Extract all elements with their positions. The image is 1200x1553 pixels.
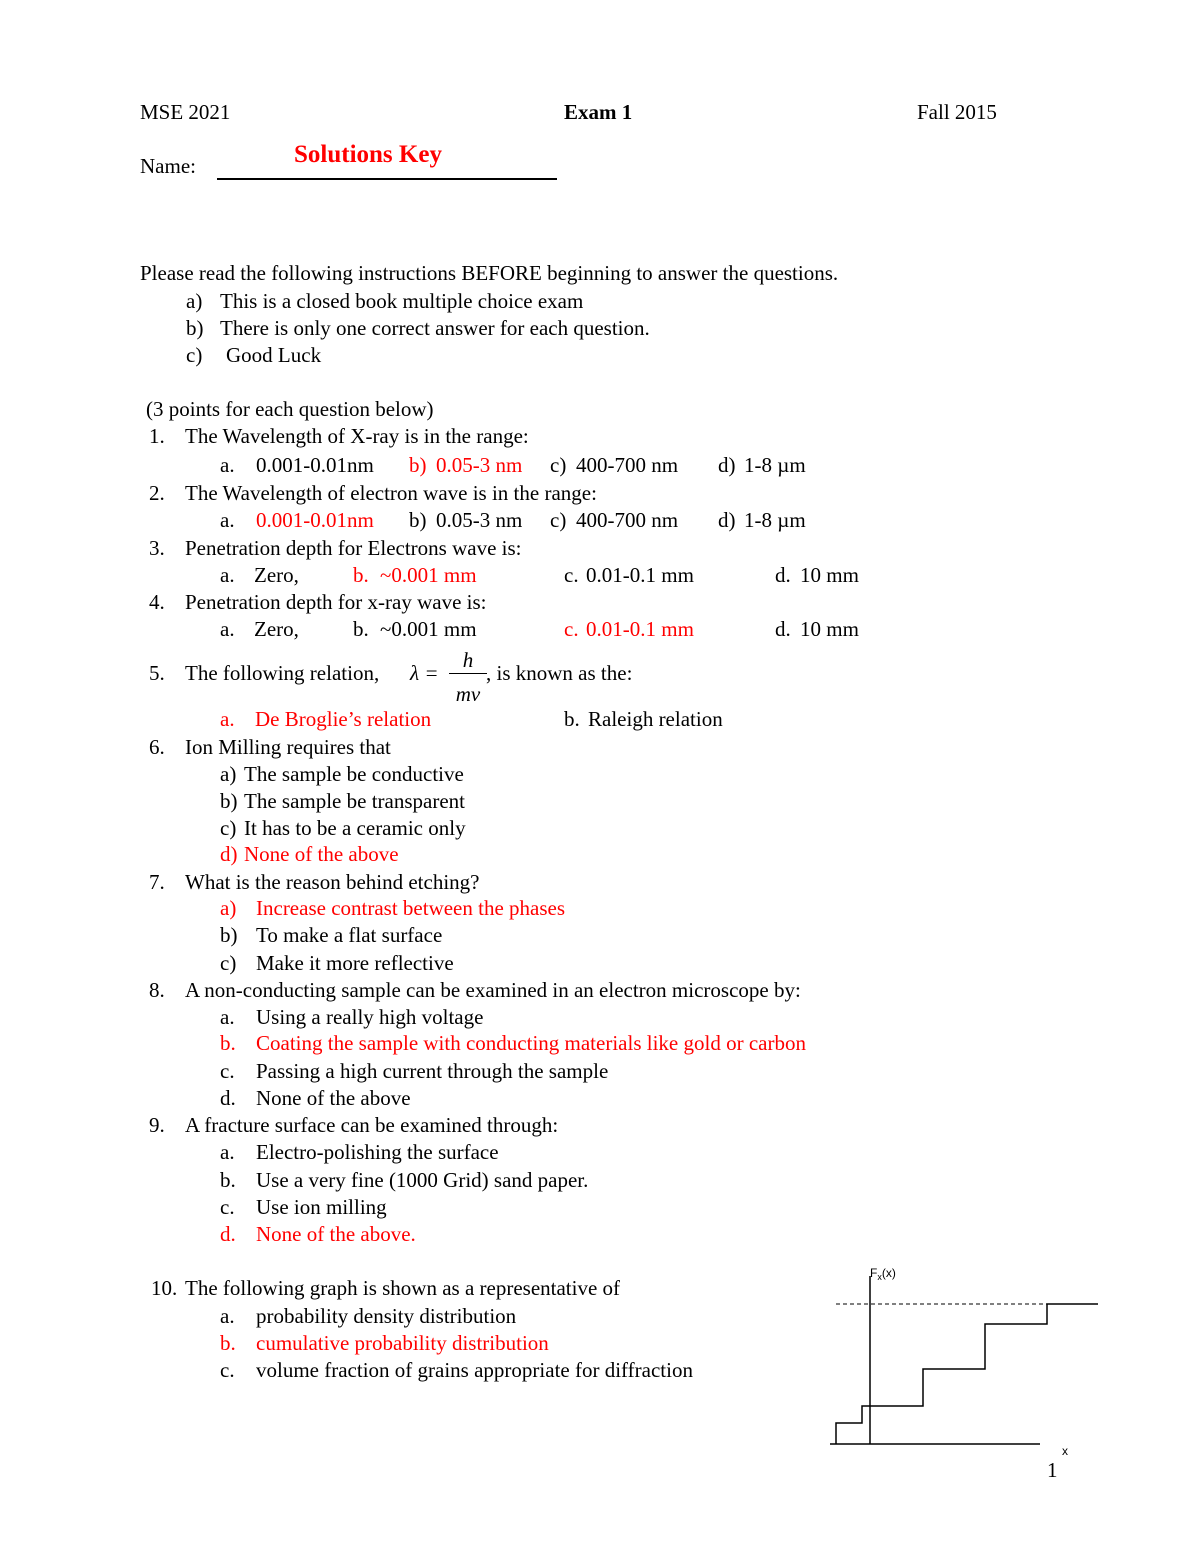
option-text: 1-8 µm — [744, 508, 806, 532]
option-text-correct: Increase contrast between the phases — [256, 896, 566, 920]
instruction-marker: b) — [186, 316, 204, 340]
instruction-item: This is a closed book multiple choice exam — [220, 289, 584, 313]
option-text: Zero, — [254, 563, 299, 587]
name-underline — [217, 178, 557, 180]
instruction-item: Good Luck — [226, 343, 322, 367]
question-text: A fracture surface can be examined through: — [185, 1113, 559, 1137]
graph-y-label: $F_x(x)$ — [870, 1266, 896, 1282]
name-value: Solutions Key — [294, 141, 442, 168]
option-label: c) — [550, 453, 567, 477]
option-label-correct: c. — [564, 617, 579, 641]
option-label: b. — [220, 1168, 236, 1192]
option-text: To make a flat surface — [256, 923, 443, 947]
question-text: Ion Milling requires that — [185, 735, 391, 759]
question-number: 10. — [151, 1276, 178, 1300]
option-text: Use ion milling — [256, 1195, 387, 1219]
option-label-correct: b) — [409, 453, 427, 477]
option-text: Use a very fine (1000 Grid) sand paper. — [256, 1168, 589, 1192]
question-number: 1. — [149, 424, 165, 448]
option-text: 0.001-0.01nm — [256, 453, 374, 477]
page-number: 1 — [1047, 1458, 1058, 1482]
instruction-marker: a) — [186, 289, 203, 313]
option-label: d. — [775, 617, 791, 641]
option-label: c) — [220, 816, 237, 840]
option-label: c. — [220, 1358, 235, 1382]
course-code: MSE 2021 — [140, 100, 231, 124]
option-text-correct: Coating the sample with conducting materials like gold or carbon — [256, 1031, 806, 1055]
exam-title: Exam 1 — [564, 100, 633, 124]
option-text: ~0.001 mm — [380, 617, 477, 641]
option-text: 10 mm — [800, 563, 859, 587]
option-label-correct: d) — [220, 842, 238, 866]
option-text-correct: None of the above. — [256, 1222, 416, 1246]
option-text: 0.01-0.1 mm — [586, 563, 694, 587]
question-text: The following graph is shown as a representative of — [185, 1276, 621, 1300]
name-label: Name: — [140, 154, 196, 178]
option-label: a. — [220, 1140, 235, 1164]
option-label: c. — [220, 1195, 235, 1219]
option-label: a. — [220, 508, 235, 532]
instructions-intro: Please read the following instructions BEFORE beginning to answer the questions. — [140, 261, 839, 285]
option-text: It has to be a ceramic only — [244, 816, 466, 840]
question-number: 9. — [149, 1113, 165, 1137]
option-text: Zero, — [254, 617, 299, 641]
option-text: The sample be conductive — [244, 762, 464, 786]
option-text-correct: 0.05-3 nm — [436, 453, 523, 477]
option-label-correct: d. — [220, 1222, 236, 1246]
option-label-correct: b. — [220, 1031, 236, 1055]
option-label: c. — [220, 1059, 235, 1083]
option-label: a. — [220, 563, 235, 587]
question-text: A non-conducting sample can be examined in an electron microscope by: — [185, 978, 801, 1002]
question-text-continued: , is known as the: — [486, 661, 633, 685]
option-text-correct: De Broglie’s relation — [255, 707, 432, 731]
question-number: 6. — [149, 735, 165, 759]
option-text: Raleigh relation — [588, 707, 723, 731]
question-number: 8. — [149, 978, 165, 1002]
option-text-correct: None of the above — [244, 842, 399, 866]
option-text: The sample be transparent — [244, 789, 465, 813]
cdf-step-graph — [820, 1258, 1110, 1458]
instruction-item: There is only one correct answer for each question. — [220, 316, 650, 340]
option-text: Passing a high current through the sample — [256, 1059, 609, 1083]
option-text-correct: 0.01-0.1 mm — [586, 617, 694, 641]
option-label: d. — [220, 1086, 236, 1110]
option-text: 0.05-3 nm — [436, 508, 523, 532]
option-label-correct: b. — [353, 563, 369, 587]
question-text: What is the reason behind etching? — [185, 870, 480, 894]
option-text: 400-700 nm — [576, 508, 679, 532]
option-label: d. — [775, 563, 791, 587]
option-text: Make it more reflective — [256, 951, 454, 975]
option-label-correct: b. — [220, 1331, 236, 1355]
option-label: b) — [409, 508, 427, 532]
option-text: None of the above — [256, 1086, 411, 1110]
question-text: Penetration depth for Electrons wave is: — [185, 536, 522, 560]
question-number: 3. — [149, 536, 165, 560]
option-label: b. — [353, 617, 369, 641]
instruction-marker: c) — [186, 343, 203, 367]
option-label-correct: a) — [220, 896, 237, 920]
formula-numerator: h — [462, 648, 474, 672]
option-text-correct: ~0.001 mm — [380, 563, 477, 587]
option-text: volume fraction of grains appropriate for diffraction — [256, 1358, 693, 1382]
option-label: c) — [220, 951, 237, 975]
option-text: 400-700 nm — [576, 453, 679, 477]
option-label: b. — [564, 707, 580, 731]
option-label: d) — [718, 508, 736, 532]
graph-x-label: x — [1062, 1444, 1068, 1458]
question-number: 7. — [149, 870, 165, 894]
option-label-correct: a. — [220, 707, 235, 731]
option-label: a. — [220, 1304, 235, 1328]
option-text-correct: 0.001-0.01nm — [256, 508, 374, 532]
option-text: Electro-polishing the surface — [256, 1140, 499, 1164]
option-text: 1-8 µm — [744, 453, 806, 477]
option-text: 10 mm — [800, 617, 859, 641]
option-label: d) — [718, 453, 736, 477]
formula-denominator: mv — [455, 682, 481, 706]
question-number: 5. — [149, 661, 165, 685]
option-text-correct: cumulative probability distribution — [256, 1331, 549, 1355]
points-note: (3 points for each question below) — [146, 397, 434, 421]
question-number: 4. — [149, 590, 165, 614]
formula-fraction-bar — [449, 673, 487, 674]
graph-step-function — [836, 1304, 1098, 1444]
question-text: The Wavelength of electron wave is in the range: — [185, 481, 597, 505]
option-label: a. — [220, 453, 235, 477]
option-text: Using a really high voltage — [256, 1005, 484, 1029]
option-label: b) — [220, 923, 238, 947]
question-text: Penetration depth for x-ray wave is: — [185, 590, 487, 614]
option-label: b) — [220, 789, 238, 813]
option-label: c. — [564, 563, 579, 587]
exam-term: Fall 2015 — [917, 100, 997, 124]
option-text: probability density distribution — [256, 1304, 517, 1328]
question-number: 2. — [149, 481, 165, 505]
question-text: The following relation, — [185, 661, 380, 685]
option-label: a) — [220, 762, 237, 786]
option-label: a. — [220, 617, 235, 641]
question-text: The Wavelength of X-ray is in the range: — [185, 424, 529, 448]
option-label: c) — [550, 508, 567, 532]
option-label: a. — [220, 1005, 235, 1029]
formula-lhs: λ = — [410, 661, 439, 685]
